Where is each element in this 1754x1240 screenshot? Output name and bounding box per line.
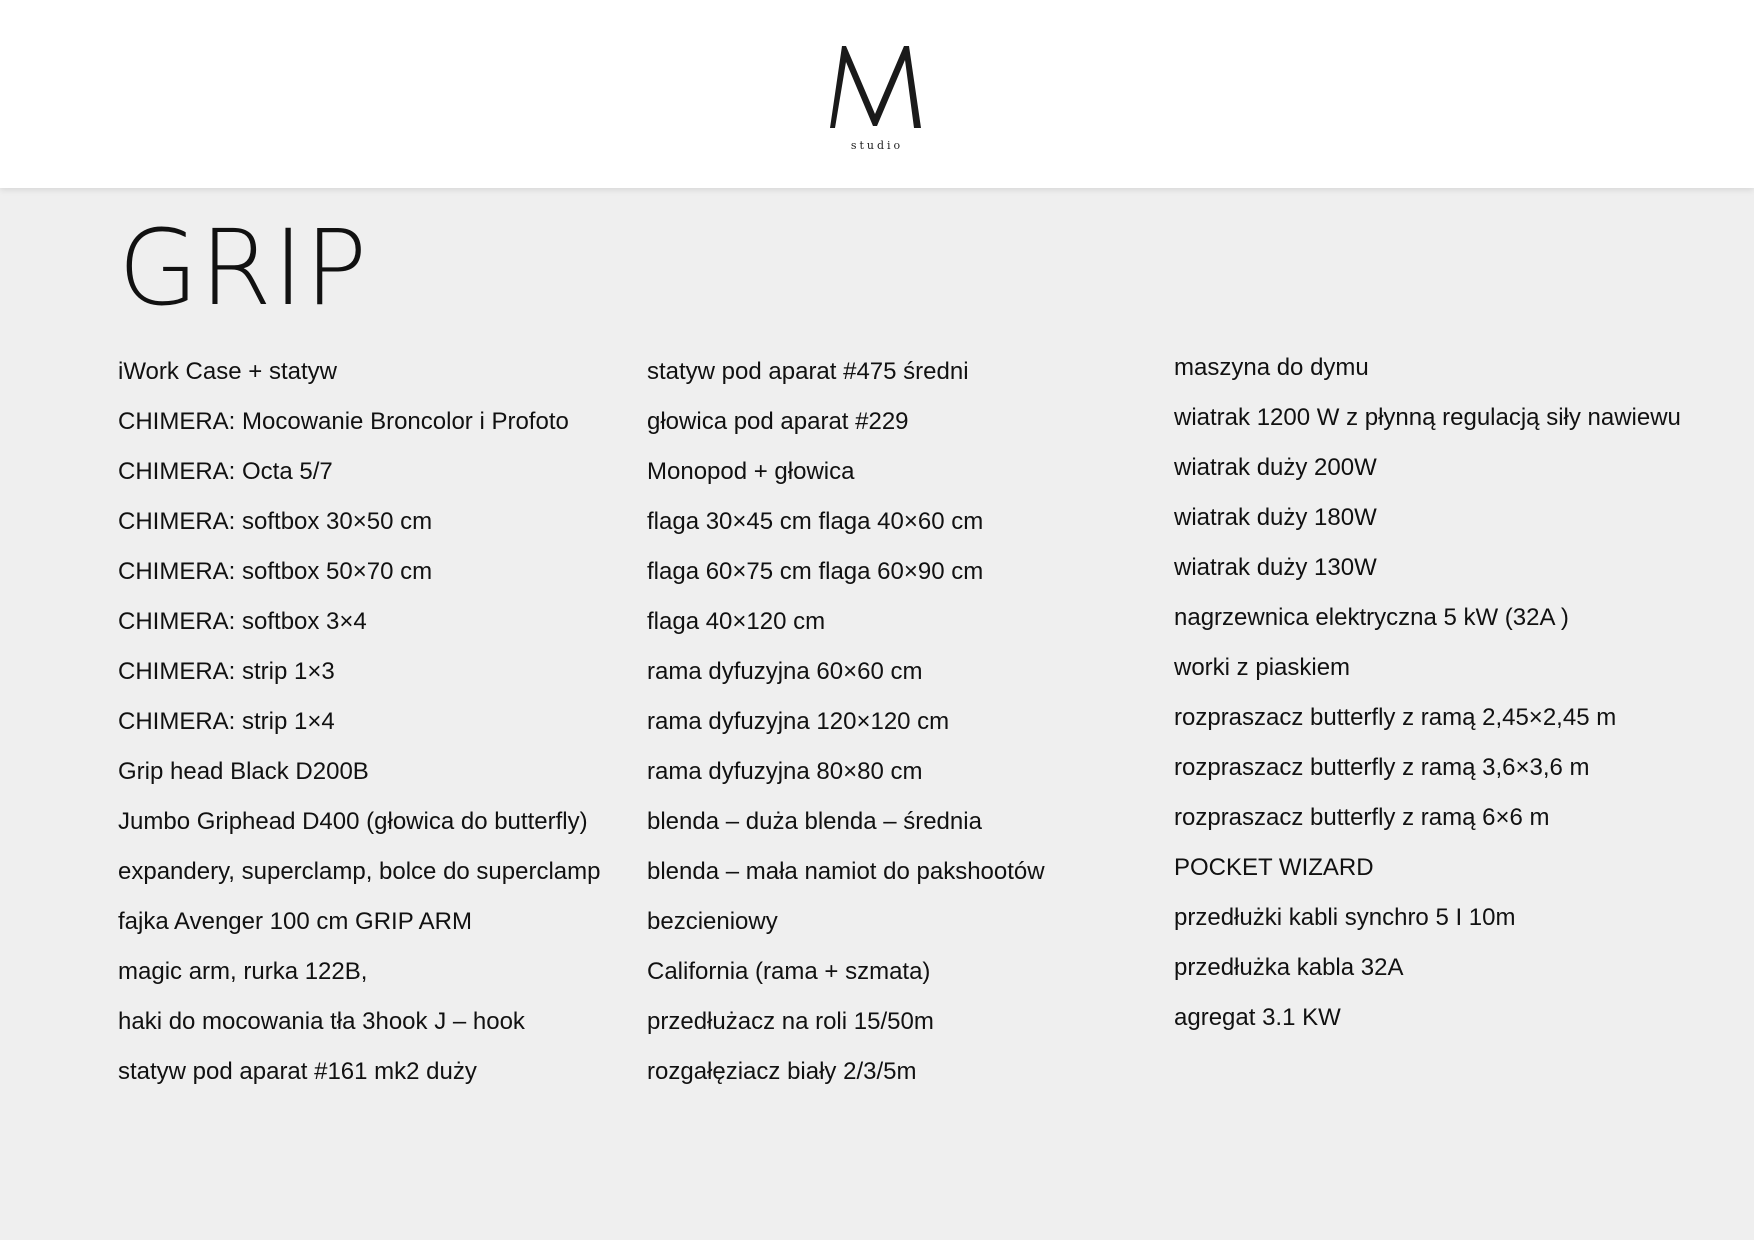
list-item: agregat 3.1 KW <box>1174 1004 1341 1031</box>
list-item: maszyna do dymu <box>1174 354 1369 381</box>
list-item: przedłużki kabli synchro 5 I 10m <box>1174 904 1516 931</box>
list-item: blenda – mała namiot do pakshootów <box>647 858 1045 885</box>
list-item: haki do mocowania tła 3hook J – hook <box>118 1008 525 1035</box>
list-item: statyw pod aparat #161 mk2 duży <box>118 1058 477 1085</box>
logo-mark <box>817 36 937 156</box>
list-item: rama dyfuzyjna 120×120 cm <box>647 708 950 735</box>
list-item: California (rama + szmata) <box>647 958 931 985</box>
studio-logo[interactable] <box>817 36 937 156</box>
list-item: Jumbo Griphead D400 (głowica do butterfly) <box>118 808 588 835</box>
header <box>0 0 1754 188</box>
list-item: bezcieniowy <box>647 908 778 935</box>
list-item: CHIMERA: Octa 5/7 <box>118 458 333 485</box>
list-item: CHIMERA: softbox 30×50 cm <box>118 508 433 535</box>
list-item: przedłużka kabla 32A <box>1174 954 1404 981</box>
list-item: nagrzewnica elektryczna 5 kW (32A ) <box>1174 604 1569 631</box>
list-item: blenda – duża blenda – średnia <box>647 808 982 835</box>
equipment-column-3 <box>1174 343 1681 1043</box>
logo-subtext: studio <box>850 139 904 152</box>
equipment-column-2 <box>647 347 1045 1097</box>
list-item: iWork Case + statyw <box>118 358 337 385</box>
list-item: rama dyfuzyjna 60×60 cm <box>647 658 923 685</box>
list-item: głowica pod aparat #229 <box>647 408 909 435</box>
list-item: CHIMERA: softbox 50×70 cm <box>118 558 433 585</box>
list-item: magic arm, rurka 122B, <box>118 958 368 985</box>
list-item: worki z piaskiem <box>1174 654 1351 681</box>
list-item: CHIMERA: Mocowanie Broncolor i Profoto <box>118 408 569 435</box>
list-item: wiatrak 1200 W z płynną regulacją siły nawiewu <box>1174 404 1681 431</box>
list-item: wiatrak duży 180W <box>1174 504 1377 531</box>
page-title: GRIP <box>118 207 369 329</box>
list-item: POCKET WIZARD <box>1174 854 1374 881</box>
list-item: flaga 60×75 cm flaga 60×90 cm <box>647 558 984 585</box>
list-item: rozpraszacz butterfly z ramą 3,6×3,6 m <box>1174 754 1590 781</box>
list-item: expandery, superclamp, bolce do superclamp <box>118 858 601 885</box>
list-item: przedłużacz na roli 15/50m <box>647 1008 934 1035</box>
list-item: CHIMERA: strip 1×3 <box>118 658 335 685</box>
list-item: wiatrak duży 200W <box>1174 454 1377 481</box>
list-item: flaga 40×120 cm <box>647 608 826 635</box>
list-item: statyw pod aparat #475 średni <box>647 358 969 385</box>
list-item: rozgałęziacz biały 2/3/5m <box>647 1058 917 1085</box>
list-item: fajka Avenger 100 cm GRIP ARM <box>118 908 472 935</box>
list-item: CHIMERA: strip 1×4 <box>118 708 335 735</box>
list-item: rozpraszacz butterfly z ramą 6×6 m <box>1174 804 1550 831</box>
list-item: rozpraszacz butterfly z ramą 2,45×2,45 m <box>1174 704 1617 731</box>
list-item: Grip head Black D200B <box>118 758 369 785</box>
list-item: CHIMERA: softbox 3×4 <box>118 608 367 635</box>
list-item: Monopod + głowica <box>647 458 855 485</box>
list-item: flaga 30×45 cm flaga 40×60 cm <box>647 508 984 535</box>
list-item: wiatrak duży 130W <box>1174 554 1377 581</box>
list-item: rama dyfuzyjna 80×80 cm <box>647 758 923 785</box>
equipment-column-1 <box>118 347 600 1097</box>
